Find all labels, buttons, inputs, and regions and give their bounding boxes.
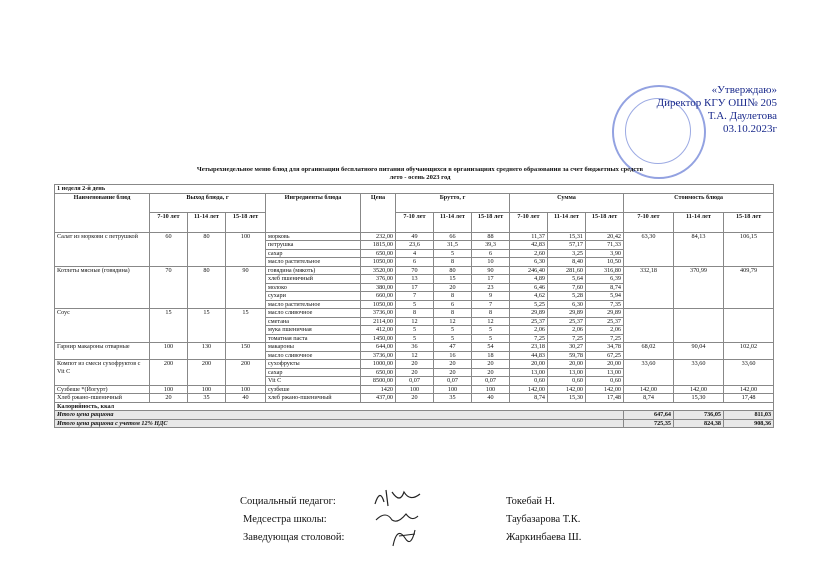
age-col: 11-14 лет <box>674 213 724 233</box>
ingredient-name: сузбеше <box>266 385 361 394</box>
age-col: 7-10 лет <box>510 213 548 233</box>
gross-cell: 8 <box>434 292 472 301</box>
sum-cell: 25,37 <box>548 317 586 326</box>
age-col: 7-10 лет <box>396 213 434 233</box>
cost-cell: 142,00 <box>724 385 774 394</box>
cost-cell: 90,04 <box>674 343 724 360</box>
gross-cell: 0,07 <box>434 377 472 386</box>
signature-role-2: Медсестра школы: <box>243 514 327 525</box>
ingredient-price: 376,00 <box>361 275 396 284</box>
gross-cell: 20 <box>434 368 472 377</box>
signature-role-1: Социальный педагог: <box>240 496 336 507</box>
ingredient-price: 1420 <box>361 385 396 394</box>
sum-cell: 67,25 <box>586 351 624 360</box>
gross-cell: 35 <box>434 394 472 403</box>
calories-row <box>55 402 774 411</box>
sum-cell: 142,00 <box>586 385 624 394</box>
dish-name: Соус <box>55 309 150 343</box>
cost-cell: 33,60 <box>724 360 774 386</box>
gross-cell: 39,3 <box>472 241 510 250</box>
age-col: 11-14 лет <box>434 213 472 233</box>
gross-cell: 7 <box>472 300 510 309</box>
table-row <box>55 394 774 403</box>
ingredient-price: 3736,00 <box>361 309 396 318</box>
cost-cell: 84,13 <box>674 232 724 266</box>
yield-cell: 100 <box>150 343 188 360</box>
sum-cell: 20,00 <box>586 360 624 369</box>
gross-cell: 23,6 <box>396 241 434 250</box>
ingredient-name: масло растительное <box>266 300 361 309</box>
gross-cell: 6 <box>472 249 510 258</box>
sum-cell: 4,89 <box>510 275 548 284</box>
gross-cell: 10 <box>472 258 510 267</box>
cost-cell: 370,99 <box>674 266 724 309</box>
vat-total-row <box>55 419 774 428</box>
vat-total-value: 725,35 <box>624 419 674 428</box>
total-label: Итого цена рациона <box>55 411 624 420</box>
yield-cell: 70 <box>150 266 188 309</box>
ingredient-name: сухофрукты <box>266 360 361 369</box>
gross-cell: 0,07 <box>472 377 510 386</box>
signature-name-2: Таубазарова Т.К. <box>506 514 581 525</box>
document-title: Четырехнедельное меню блюд для организации бесплатного питания обучающихся в организациях среднего образования за счет бюджетных средств <box>196 166 644 173</box>
gross-cell: 88 <box>472 232 510 241</box>
sum-cell: 2,06 <box>586 326 624 335</box>
yield-cell: 130 <box>188 343 226 360</box>
yield-cell: 90 <box>226 266 266 309</box>
yield-cell: 15 <box>188 309 226 343</box>
sum-cell: 29,89 <box>510 309 548 318</box>
total-value: 811,03 <box>724 411 774 420</box>
ingredient-name: сметана <box>266 317 361 326</box>
ingredient-name: мука пшеничная <box>266 326 361 335</box>
table-row <box>55 385 774 394</box>
cost-cell: 63,30 <box>624 232 674 266</box>
gross-cell: 47 <box>434 343 472 352</box>
cost-cell <box>624 309 674 343</box>
sum-cell: 34,78 <box>586 343 624 352</box>
age-col: 7-10 лет <box>150 213 188 233</box>
sum-cell: 5,28 <box>548 292 586 301</box>
sum-cell: 142,00 <box>510 385 548 394</box>
sum-cell: 11,37 <box>510 232 548 241</box>
gross-cell: 17 <box>396 283 434 292</box>
cost-cell: 33,60 <box>674 360 724 386</box>
sum-cell: 3,90 <box>586 249 624 258</box>
header-sum: Сумма <box>510 193 624 213</box>
sum-cell: 5,64 <box>548 275 586 284</box>
gross-cell: 8 <box>434 258 472 267</box>
gross-cell: 90 <box>472 266 510 275</box>
yield-cell: 150 <box>226 343 266 360</box>
sum-cell: 15,30 <box>548 394 586 403</box>
gross-cell: 80 <box>434 266 472 275</box>
gross-cell: 12 <box>434 317 472 326</box>
ingredient-price: 644,00 <box>361 343 396 352</box>
sum-cell: 2,60 <box>510 249 548 258</box>
sum-cell: 5,25 <box>510 300 548 309</box>
gross-cell: 7 <box>396 292 434 301</box>
age-col: 11-14 лет <box>188 213 226 233</box>
ingredient-price: 3520,00 <box>361 266 396 275</box>
ingredient-name: масло растительное <box>266 258 361 267</box>
approval-line-1: «Утверждаю» <box>711 84 777 96</box>
sum-cell: 6,30 <box>510 258 548 267</box>
yield-cell: 80 <box>188 232 226 266</box>
gross-cell: 54 <box>472 343 510 352</box>
yield-cell: 100 <box>226 385 266 394</box>
sum-cell: 4,62 <box>510 292 548 301</box>
ingredient-name: макароны <box>266 343 361 352</box>
header-ingredients: Ингредиенты блюда <box>266 193 361 232</box>
sum-cell: 25,37 <box>510 317 548 326</box>
gross-cell: 5 <box>472 334 510 343</box>
sum-cell: 8,74 <box>586 283 624 292</box>
approval-line-2: Директор КГУ ОШ№ 205 <box>656 97 777 109</box>
week-day-label: 1 неделя 2-й день <box>55 185 774 194</box>
sum-cell: 0,60 <box>586 377 624 386</box>
gross-cell: 4 <box>396 249 434 258</box>
sum-cell: 7,25 <box>548 334 586 343</box>
sum-cell: 59,78 <box>548 351 586 360</box>
ingredient-name: сухари <box>266 292 361 301</box>
week-day-row <box>55 185 774 194</box>
gross-cell: 20 <box>396 394 434 403</box>
yield-cell: 200 <box>226 360 266 386</box>
sum-cell: 2,06 <box>548 326 586 335</box>
approval-line-4: 03.10.2023г <box>722 123 777 135</box>
yield-cell: 100 <box>150 385 188 394</box>
gross-cell: 17 <box>472 275 510 284</box>
sum-cell: 17,48 <box>586 394 624 403</box>
sum-cell: 25,37 <box>586 317 624 326</box>
cost-cell: 15,30 <box>674 394 724 403</box>
yield-cell: 200 <box>150 360 188 386</box>
gross-cell: 36 <box>396 343 434 352</box>
yield-cell: 20 <box>150 394 188 403</box>
ingredient-name: хлеб пшеничный <box>266 275 361 284</box>
gross-cell: 5 <box>434 326 472 335</box>
gross-cell: 8 <box>396 309 434 318</box>
age-col: 15-18 лет <box>724 213 774 233</box>
vat-total-value: 908,36 <box>724 419 774 428</box>
sum-cell: 5,94 <box>586 292 624 301</box>
sum-cell: 2,06 <box>510 326 548 335</box>
total-row <box>55 411 774 420</box>
dish-name: Сузбеше *(Йогурт) <box>55 385 150 394</box>
calories-label: Калорийность, ккал <box>55 402 774 411</box>
table-row <box>55 343 774 352</box>
ingredient-price: 232,00 <box>361 232 396 241</box>
ingredient-price: 660,00 <box>361 292 396 301</box>
gross-cell: 20 <box>472 360 510 369</box>
gross-cell: 66 <box>434 232 472 241</box>
signature-role-3: Заведующая столовой: <box>243 532 345 543</box>
gross-cell: 20 <box>434 360 472 369</box>
sum-cell: 7,25 <box>510 334 548 343</box>
sum-cell: 7,25 <box>586 334 624 343</box>
sum-cell: 30,27 <box>548 343 586 352</box>
gross-cell: 18 <box>472 351 510 360</box>
sum-cell: 8,40 <box>548 258 586 267</box>
header-gross: Брутто, г <box>396 193 510 213</box>
ingredient-price: 650,00 <box>361 249 396 258</box>
signature-scribble-1 <box>370 486 430 510</box>
gross-cell: 70 <box>396 266 434 275</box>
dish-name: Компот из смеси сухофруктов с Vit C <box>55 360 150 386</box>
ingredient-name: томатная паста <box>266 334 361 343</box>
gross-cell: 20 <box>472 368 510 377</box>
gross-cell: 15 <box>434 275 472 284</box>
dish-name: Гарнир макароны отварные <box>55 343 150 360</box>
sum-cell: 6,39 <box>586 275 624 284</box>
sum-cell: 29,89 <box>548 309 586 318</box>
yield-cell: 60 <box>150 232 188 266</box>
vat-total-value: 824,38 <box>674 419 724 428</box>
yield-cell: 100 <box>226 232 266 266</box>
sum-cell: 0,60 <box>548 377 586 386</box>
cost-cell <box>724 309 774 343</box>
sum-cell: 10,50 <box>586 258 624 267</box>
header-yield: Выход блюда, г <box>150 193 266 213</box>
ingredient-price: 380,00 <box>361 283 396 292</box>
gross-cell: 0,07 <box>396 377 434 386</box>
age-col: 11-14 лет <box>548 213 586 233</box>
gross-cell: 20 <box>396 368 434 377</box>
approval-line-3: Т.А. Даулетова <box>707 110 777 122</box>
gross-cell: 5 <box>434 334 472 343</box>
yield-cell: 15 <box>150 309 188 343</box>
ingredient-price: 1050,00 <box>361 258 396 267</box>
header-row-1 <box>55 193 774 213</box>
header-dish: Наименование блюд <box>55 193 150 232</box>
ingredient-price: 1450,00 <box>361 334 396 343</box>
age-col: 15-18 лет <box>586 213 624 233</box>
sum-cell: 13,00 <box>510 368 548 377</box>
cost-cell: 332,18 <box>624 266 674 309</box>
total-value: 736,05 <box>674 411 724 420</box>
ingredient-name: Vit C <box>266 377 361 386</box>
sum-cell: 7,60 <box>548 283 586 292</box>
cost-cell: 68,02 <box>624 343 674 360</box>
sum-cell: 23,18 <box>510 343 548 352</box>
gross-cell: 5 <box>396 334 434 343</box>
sum-cell: 44,83 <box>510 351 548 360</box>
gross-cell: 12 <box>472 317 510 326</box>
ingredient-price: 412,00 <box>361 326 396 335</box>
menu-table <box>54 184 774 428</box>
cost-cell: 106,15 <box>724 232 774 266</box>
ingredient-name: морковь <box>266 232 361 241</box>
gross-cell: 40 <box>472 394 510 403</box>
gross-cell: 31,5 <box>434 241 472 250</box>
sum-cell: 13,00 <box>548 368 586 377</box>
approval-block <box>617 84 777 136</box>
gross-cell: 5 <box>396 300 434 309</box>
signature-name-3: Жаркинбаева Ш. <box>506 532 582 543</box>
sum-cell: 29,89 <box>586 309 624 318</box>
header-row-2 <box>55 213 774 233</box>
dish-name: Салат из моркови с петрушкой <box>55 232 150 266</box>
ingredient-price: 1050,00 <box>361 300 396 309</box>
sum-cell: 20,00 <box>510 360 548 369</box>
ingredient-price: 2114,00 <box>361 317 396 326</box>
yield-cell: 35 <box>188 394 226 403</box>
yield-cell: 100 <box>188 385 226 394</box>
sum-cell: 3,25 <box>548 249 586 258</box>
ingredient-price: 8500,00 <box>361 377 396 386</box>
gross-cell: 100 <box>434 385 472 394</box>
gross-cell: 5 <box>434 249 472 258</box>
gross-cell: 20 <box>396 360 434 369</box>
gross-cell: 16 <box>434 351 472 360</box>
yield-cell: 15 <box>226 309 266 343</box>
cost-cell: 142,00 <box>674 385 724 394</box>
sum-cell: 246,40 <box>510 266 548 275</box>
sum-cell: 8,74 <box>510 394 548 403</box>
cost-cell: 102,02 <box>724 343 774 360</box>
age-col: 15-18 лет <box>472 213 510 233</box>
age-col: 15-18 лет <box>226 213 266 233</box>
sum-cell: 0,60 <box>510 377 548 386</box>
sum-cell: 13,00 <box>586 368 624 377</box>
cost-cell: 142,00 <box>624 385 674 394</box>
ingredient-name: молоко <box>266 283 361 292</box>
gross-cell: 6 <box>434 300 472 309</box>
gross-cell: 49 <box>396 232 434 241</box>
signature-name-1: Токебай Н. <box>506 496 555 507</box>
ingredient-name: петрушка <box>266 241 361 250</box>
sum-cell: 6,46 <box>510 283 548 292</box>
sum-cell: 71,33 <box>586 241 624 250</box>
total-value: 647,64 <box>624 411 674 420</box>
document-subtitle: лето - осень 2023 год <box>389 174 451 181</box>
header-price: Цена <box>361 193 396 232</box>
sum-cell: 316,80 <box>586 266 624 275</box>
table-row <box>55 360 774 369</box>
yield-cell: 40 <box>226 394 266 403</box>
gross-cell: 12 <box>396 317 434 326</box>
gross-cell: 5 <box>472 326 510 335</box>
cost-cell <box>674 309 724 343</box>
cost-cell: 17,48 <box>724 394 774 403</box>
vat-total-label: Итого цена рациона с учетом 12% НДС <box>55 419 624 428</box>
gross-cell: 9 <box>472 292 510 301</box>
sum-cell: 142,00 <box>548 385 586 394</box>
sum-cell: 20,00 <box>548 360 586 369</box>
ingredient-name: масло сливочное <box>266 309 361 318</box>
age-col: 7-10 лет <box>624 213 674 233</box>
table-row <box>55 309 774 318</box>
sum-cell: 57,17 <box>548 241 586 250</box>
sum-cell: 281,60 <box>548 266 586 275</box>
ingredient-name: говядина (мякоть) <box>266 266 361 275</box>
gross-cell: 100 <box>472 385 510 394</box>
ingredient-name: хлеб ржано-пшеничный <box>266 394 361 403</box>
ingredient-name: масло сливочное <box>266 351 361 360</box>
gross-cell: 6 <box>396 258 434 267</box>
yield-cell: 80 <box>188 266 226 309</box>
gross-cell: 23 <box>472 283 510 292</box>
cost-cell: 33,60 <box>624 360 674 386</box>
gross-cell: 8 <box>472 309 510 318</box>
ingredient-name: сахар <box>266 249 361 258</box>
sum-cell: 6,30 <box>548 300 586 309</box>
cost-cell: 409,79 <box>724 266 774 309</box>
gross-cell: 12 <box>396 351 434 360</box>
sum-cell: 7,35 <box>586 300 624 309</box>
cost-cell: 8,74 <box>624 394 674 403</box>
ingredient-price: 1815,00 <box>361 241 396 250</box>
gross-cell: 100 <box>396 385 434 394</box>
gross-cell: 13 <box>396 275 434 284</box>
ingredient-price: 650,00 <box>361 368 396 377</box>
ingredient-price: 3736,00 <box>361 351 396 360</box>
header-cost: Стоимость блюда <box>624 193 774 213</box>
dish-name: Котлеты мясные (говядина) <box>55 266 150 309</box>
signature-scribble-3 <box>385 522 425 552</box>
gross-cell: 8 <box>434 309 472 318</box>
table-row <box>55 266 774 275</box>
ingredient-name: сахар <box>266 368 361 377</box>
sum-cell: 20,42 <box>586 232 624 241</box>
sum-cell: 42,83 <box>510 241 548 250</box>
gross-cell: 5 <box>396 326 434 335</box>
ingredient-price: 437,00 <box>361 394 396 403</box>
dish-name: Хлеб ржано-пшеничный <box>55 394 150 403</box>
gross-cell: 20 <box>434 283 472 292</box>
sum-cell: 15,31 <box>548 232 586 241</box>
table-row <box>55 232 774 241</box>
yield-cell: 200 <box>188 360 226 386</box>
ingredient-price: 1000,00 <box>361 360 396 369</box>
